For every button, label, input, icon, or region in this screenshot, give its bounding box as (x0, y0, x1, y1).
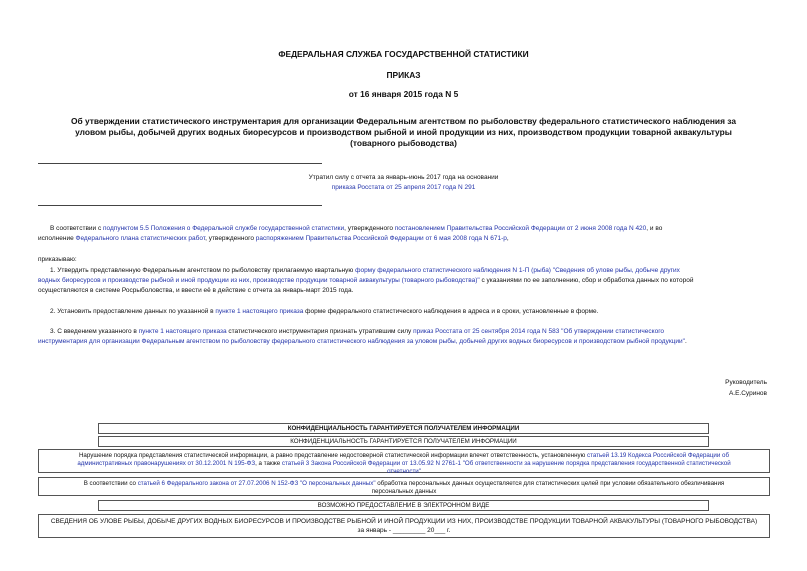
text: , (506, 235, 509, 242)
title-line-2: уловом рыбы, добычей других водных биоресурсов и производством рыбной и иной продукции из них, производством продукции товарной аквакультуры (75, 127, 732, 137)
text: форме федерального статистического наблюдения в адреса и в сроки, установленные в форме. (303, 308, 599, 315)
text: Нарушение порядка представления статистической информации, а равно представление недостоверной статистической информации влечет ответственность, установленную (78, 452, 587, 459)
item-3-cont (38, 337, 778, 347)
confidentiality-box: КОНФИДЕНЦИАЛЬНОСТЬ ГАРАНТИРУЕТСЯ ПОЛУЧАТЕЛЕМ ИНФОРМАЦИИ (98, 436, 709, 447)
preamble-paragraph (38, 224, 768, 234)
text: 1. Утвердить представленную Федеральным агентством по рыболовству прилагаемую квартальную (50, 267, 356, 274)
admin-code-link[interactable]: статьей 13.19 Кодекса Российской Федерации об (587, 452, 730, 459)
text: исполнение (38, 235, 76, 242)
text: . (684, 338, 687, 345)
text: обработка персональных данных осуществляется для статистических целей при условии обязательного обезличивания (375, 480, 725, 487)
rosstat-order-link-cont[interactable]: инструментария для организации Федеральным агентством по рыболовству федерального статистического наблюдения за уловом рыбы, добычей других водных биоресурсов и производством рыбной продукции" (38, 338, 685, 345)
text: статистического инструментария признать утратившим силу (226, 328, 414, 335)
text: , утвержденного (205, 235, 256, 242)
point-1-link[interactable]: пункте 1 настоящего приказа (138, 328, 227, 335)
confidentiality-header: КОНФИДЕНЦИАЛЬНОСТЬ ГАРАНТИРУЕТСЯ ПОЛУЧАТЕЛЕМ ИНФОРМАЦИИ (98, 423, 709, 434)
repeal-note (0, 173, 807, 192)
signature-name: А.Е.Суринов (728, 390, 767, 397)
text: с указаниями по ее заполнению, сбор и обработка данных по которой (479, 277, 694, 284)
item-3 (38, 327, 768, 337)
law-link[interactable]: статьей 3 Закона Российской Федерации от 13.05.92 N 2761-1 "Об ответственности за нарушение порядка представления государственной статистической (281, 460, 731, 467)
rosstat-order-link[interactable]: приказ Росстата от 25 сентября 2014 года N 583 "Об утверждении статистического (413, 328, 665, 335)
text: персональных данных (371, 488, 437, 495)
law-link-cont[interactable]: отчетности" (387, 468, 421, 475)
item-1-end: осуществляются в системе Росрыболовства, и ввести её в действие с отчета за январь-март 2015 года. (38, 287, 354, 294)
text: В соответствии с (50, 225, 104, 232)
signature-role: Руководитель (725, 379, 767, 386)
text: , утвержденного (344, 225, 395, 232)
order-word: приказываю: (38, 256, 77, 263)
repeal-note-text: Утратил силу с отчета за январь-июнь 2017 года на основании (308, 174, 499, 181)
form-title: СВЕДЕНИЯ ОБ УЛОВЕ РЫБЫ, ДОБЫЧЕ ДРУГИХ ВОДНЫХ БИОРЕСУРСОВ И ПРОИЗВОДСТВЕ РЫБНОЙ И ИНОЙ ПРОДУКЦИИ ИЗ НИХ, ПРОИЗВОДСТВЕ ПРОДУКЦИИ ТОВАРНОЙ АКВАКУЛЬТУРЫ (ТОВАРНОГО РЫБОВОДСТВА) (50, 518, 758, 525)
reporting-period: за январь - _________ 20___ г. (357, 527, 451, 534)
text: , а также (255, 460, 282, 467)
text: В соответствии со (83, 480, 138, 487)
regulation-link[interactable]: подпунктом 5.5 Положения о Федеральной службе государственной статистики (103, 225, 345, 232)
date-heading: от 16 января 2015 года N 5 (348, 89, 459, 99)
title-line-3: (товарного рыбоводства) (350, 138, 457, 148)
form-link[interactable]: форму федерального статистического наблюдения N 1-П (рыба) "Сведения об улове рыбы, добыче других (355, 267, 680, 274)
form-link-cont[interactable]: водных биоресурсов и производстве рыбной и иной продукции из них, производстве продукции товарной аквакультуры (товарного рыбоводства)" (38, 277, 480, 284)
government-decree-link[interactable]: постановлением Правительства Российской Федерации от 2 июня 2008 года N 420 (394, 225, 647, 232)
admin-code-link-cont[interactable]: административных правонарушениях от 30.12.2001 N 195-ФЗ (77, 460, 256, 467)
personal-data-law-link[interactable]: статьей 6 Федерального закона от 27.07.2006 N 152-ФЗ "О персональных данных" (137, 480, 376, 487)
form-title-box (38, 514, 770, 538)
item-1 (38, 266, 768, 276)
government-order-link[interactable]: распоряжением Правительства Российской Федерации от 6 мая 2008 года N 671-р (255, 235, 507, 242)
agency-heading: ФЕДЕРАЛЬНАЯ СЛУЖБА ГОСУДАРСТВЕННОЙ СТАТИСТИКИ (278, 49, 529, 59)
item-1-cont (38, 276, 778, 286)
repeal-order-link[interactable]: приказа Росстата от 25 апреля 2017 года N 291 (331, 183, 476, 191)
statistical-plan-link[interactable]: Федерального плана статистических работ (75, 235, 206, 242)
divider (38, 205, 322, 206)
liability-warning-box (38, 449, 770, 473)
personal-data-box (38, 477, 770, 496)
preamble-paragraph-cont (38, 234, 768, 244)
divider (38, 163, 322, 164)
text: 2. Установить предоставление данных по указанной в (50, 308, 216, 315)
text: 3. С введением указанного в (50, 328, 139, 335)
electronic-submission-box: ВОЗМОЖНО ПРЕДОСТАВЛЕНИЕ В ЭЛЕКТРОННОМ ВИДЕ (98, 500, 709, 511)
title-line-1: Об утверждении статистического инструментария для организации Федеральным агентством по рыболовству федерального статистического наблюдения за (70, 116, 737, 126)
point-1-link[interactable]: пункте 1 настоящего приказа (215, 308, 304, 315)
doc-type-heading: ПРИКАЗ (386, 70, 421, 80)
item-2 (50, 307, 770, 317)
text: , и во (646, 225, 663, 232)
